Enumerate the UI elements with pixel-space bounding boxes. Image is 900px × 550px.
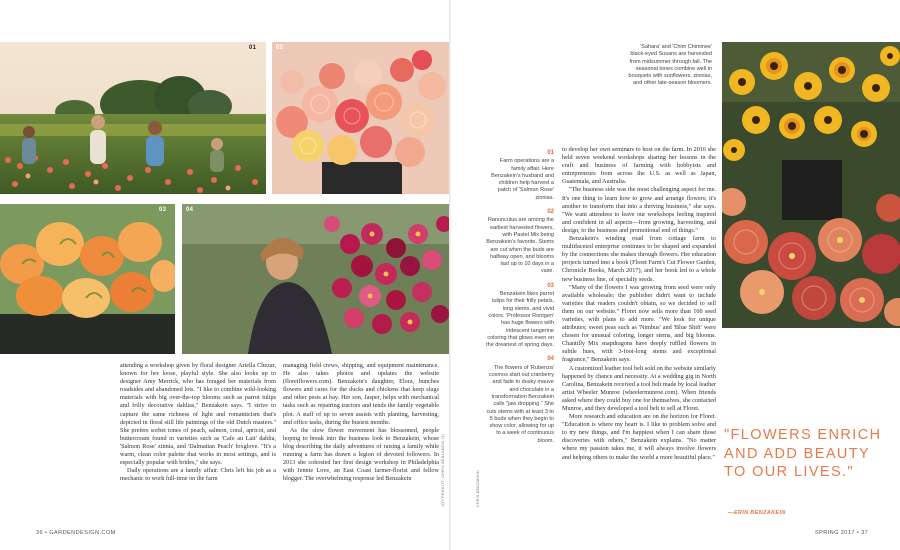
body-column-1 xyxy=(120,362,276,483)
caption-column xyxy=(486,150,554,452)
caption-text: Farm operations are a family affair. Here Benzakein's husband and children help harvest a patch of 'Salmon Rose' zinnias. xyxy=(491,158,554,201)
black-eyed-susans-dahlias-photo xyxy=(722,42,900,328)
pull-quote-attribution: —ERIN BENZAKEIN xyxy=(728,510,786,516)
caption-text: Ranunculus are among the earliest harvested flowers, with Pastel Mix being Benzakein's favorite. Stems are cut when the buds are halfway open, and blooms last up to 10 days in a vase. xyxy=(486,217,554,275)
photo-number-02: 02 xyxy=(276,45,284,51)
caption-number: 04 xyxy=(547,356,554,363)
photo-credit-right: CHRIS BENZAKEIN xyxy=(476,470,480,508)
caption-03 xyxy=(486,283,554,350)
body-paragraph: As the slow flower movement has blossomed, people hoping to break into the business look to Benzakein, whose blog describing the daily adventures of raising a family while running a farm has drawn a legion of devoted followers. In 2013 she cohosted her first design workshop in Philadelphia with Jennie Love, an East Coast farmer-florist and fellow blogger. The overwhelming response led Benzakein xyxy=(283,426,439,483)
spread-gutter xyxy=(449,0,451,550)
body-paragraph: attending a workshop given by floral designer Ariella Chezar, known for her loose, playful style. She also looks up to designer Amy Merrick, who has foraged her materials from roadsides and abandoned lots. "I like to combine wild-looking materials with big over-the-top blooms such as parrot tulips and frilly decorative dahlias," Benzakein says. "I strive to capture the same richness of light and romanticism that's depicted in floral still life paintings of the old Dutch masters." She prefers sorbet tones of peach, salmon, coral, apricot, and buttercream found in varieties such as 'Cafe au Lait' dahlia, 'Salmon Rose' zinnia, and 'Dalmatian Peach' foxglove. "It's a warm, clean color palette that works in most settings, and is especially popular with brides," she says. xyxy=(120,362,276,467)
body-paragraph: "Many of the flowers I was growing from seed were only available wholesale; the publisher didn't want to include varieties that readers couldn't obtain, so we decided to sell them on our website." Floret now sells more than 100 seed varieties, with plans to add more. "We look for unique attributes; sweet peas such as 'Nimbus' and 'Blue Shift' were chosen for unusual coloring, longer stems, and big blooms. Chantilly Mix snapdragons have deeply ruffled flowers in subtle hues, with 3-foot-long stems and exceptional fragrance," Benzakein says. xyxy=(562,283,716,364)
parrot-tulips-photo xyxy=(0,204,175,354)
body-paragraph: "The business side was the most challenging aspect for me. It's one thing to learn how to grow and arrange flowers; it's another to transform that into a thriving business," she says. "We want attendees to leave our workshops feeling inspired and confident in all aspects—from growing, harvesting, and design, to the business and promotional end of things." xyxy=(562,186,716,234)
photo-number-01: 01 xyxy=(249,45,257,51)
cosmos-harvest-photo xyxy=(182,204,450,354)
caption-number: 01 xyxy=(547,150,554,156)
family-field-photo xyxy=(0,42,266,194)
caption-02 xyxy=(486,209,554,276)
top-caption: 'Sahara' and 'Chim Chiminee' black-eyed Susans are harvested from midsummer through fall. The seasonal tones combine well in bouquets with sunflowers, zinnias, and other late-season bloomers. xyxy=(628,44,712,87)
caption-number: 03 xyxy=(547,282,554,289)
body-paragraph: Daily operations are a family affair. Chris left his job as a mechanic to work full-time on the farm xyxy=(120,467,276,483)
body-column-2 xyxy=(283,362,439,483)
ranunculus-bucket-photo xyxy=(272,42,450,194)
caption-01 xyxy=(486,150,554,202)
caption-text: The flowers of 'Rubenza' cosmos start out cranberry and fade to dusky mauve and chocolate in a transformation Benzakein calls "jaw dropping." She cuts stems with at least 3 to 5 buds when they begin to show color, allowing for up to a week of continuous bloom. xyxy=(486,364,554,444)
photo-number-04: 04 xyxy=(186,207,194,213)
folio-left: 36 • GARDENDESIGN.COM xyxy=(36,530,116,536)
body-paragraph: Benzakein's winding road from cottage farm to multifaceted enterprise continues to be shaped and expanded by the connections she makes through flowers. Her education projects turned into a book (Floret Farm's Cut Flower Garden, Chronicle Books, March 2017), and her book led to a whole new business line, of specialty seeds. xyxy=(562,235,716,283)
body-column-3 xyxy=(562,146,716,462)
body-paragraph: to develop her own seminars to host on the farm. In 2016 she held seven weekend workshops sharing her lessons in the craft and business of farming with hobbyists and entrepreneurs from across the U.S. as well as Japan, Guatemala, and Australia. xyxy=(562,146,716,186)
body-paragraph: A customized leather tool belt sold on the website similarly happened by chance and necessity. At a wedding gig in North Carolina, Benzakein received a tool belt made by local leather artist Wheeler Munroe (wheelermunroe.com). When friends asked where they could buy one for themselves, she contacted Munroe, and they developed a tool belt to sell at Floret. xyxy=(562,364,716,412)
folio-right: SPRING 2017 • 37 xyxy=(815,530,869,536)
caption-number: 02 xyxy=(547,209,554,216)
body-paragraph: managing field crews, shipping, and equipment maintenance. He also takes photos and updates the website (floretflowers.com). Benzakein's daughter, Elora, bunches flowers and cares for the ducks and chickens that keep slugs and other pests at bay. Her son, Jasper, helps with mechanical tasks such as repairing tractors and tends the family vegetable plot. A staff of up to seven assists with planting, harvesting, and office tasks, during the busiest months. xyxy=(283,362,439,426)
photo-credit-left: JOY PRIOUTT; CHRIS BENZAKEIN (3) xyxy=(441,434,445,507)
photo-number-03: 03 xyxy=(159,207,167,213)
caption-text: Benzakein likes parrot tulips for their frilly petals, long stems, and vivid colors. 'Professor Rontgen' has huge flowers with iridescent tangerine coloring that glows even on the dreariest of spring days. xyxy=(486,291,554,349)
pull-quote: "FLOWERS ENRICH AND ADD BEAUTY TO OUR LIVES." xyxy=(724,427,882,480)
body-paragraph: More research and education are on the horizon for Floret. "Education is where my heart is. I like to problem solve and to try new things, and I'm happiest when I can share those discoveries with others," Benzakein explains. "No matter where my passion takes me, it will always involve flowers and helping others to make the world a more beautiful place." xyxy=(562,413,716,461)
caption-04 xyxy=(486,356,554,445)
